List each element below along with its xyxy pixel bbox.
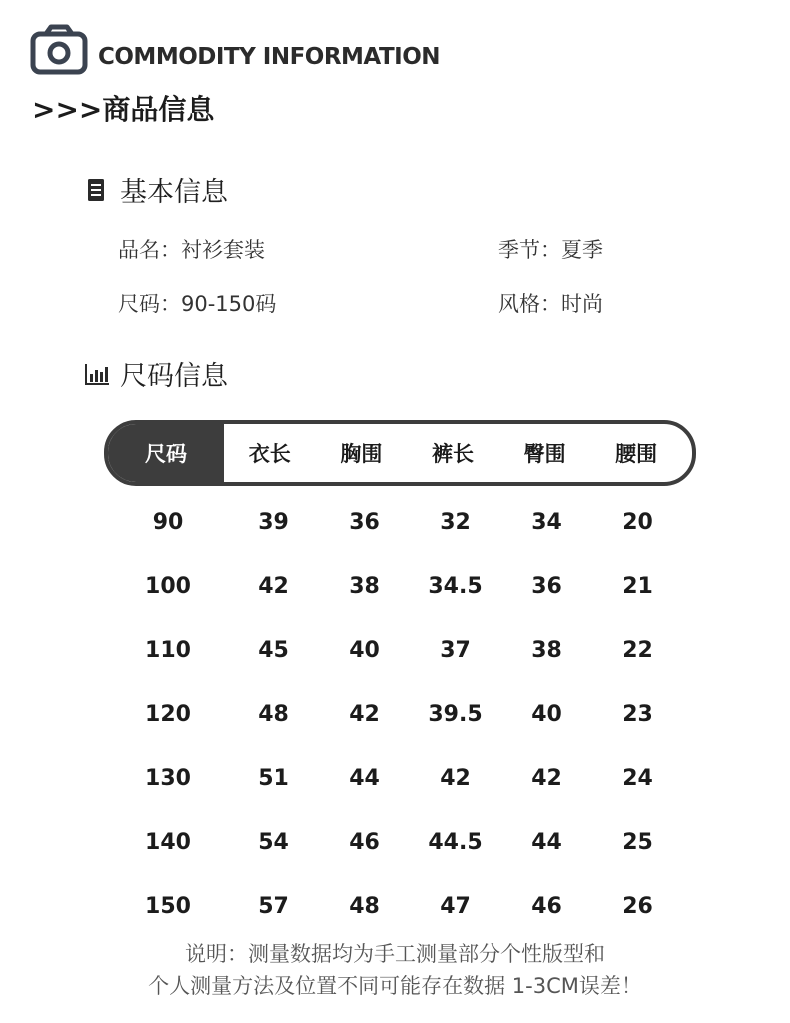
table-cell: 90: [152, 509, 184, 535]
table-cell: 38: [531, 637, 562, 663]
table-cell: 44.5: [428, 829, 483, 855]
table-cell: 39.5: [428, 701, 483, 727]
table-cell: 42: [349, 701, 380, 727]
basic-info-title: 基本信息: [120, 177, 228, 208]
table-row: [108, 554, 688, 618]
table-cell: 45: [258, 637, 289, 663]
column-header-chest: 胸围: [340, 442, 383, 466]
bar-chart-icon: [84, 362, 110, 386]
product-name-field: [118, 234, 265, 264]
column-header-size: 尺码: [108, 424, 224, 482]
table-row: [108, 490, 688, 554]
table-cell: 40: [349, 637, 380, 663]
table-cell: 23: [622, 701, 653, 727]
size-table-body: [108, 490, 688, 938]
table-cell: 46: [349, 829, 380, 855]
size-range-label: 尺码：: [118, 292, 181, 316]
table-cell: 25: [622, 829, 653, 855]
product-name-value: 衬衫套装: [181, 238, 265, 262]
page-title: >>>商品信息: [32, 93, 215, 126]
table-cell: 54: [258, 829, 289, 855]
table-cell: 24: [622, 765, 653, 791]
column-header-length: 衣长: [248, 442, 291, 466]
table-cell: 22: [622, 637, 653, 663]
size-range-value: 90-150码: [181, 292, 277, 316]
table-cell: 130: [145, 765, 191, 791]
table-cell: 37: [440, 637, 471, 663]
camera-icon: [30, 24, 88, 76]
table-cell: 44: [531, 829, 562, 855]
table-cell: 48: [258, 701, 289, 727]
column-header-waist: 腰围: [615, 442, 658, 466]
season-value: 夏季: [561, 238, 603, 262]
size-info-heading: [84, 354, 228, 393]
style-label: 风格：: [498, 292, 561, 316]
document-icon: [84, 178, 110, 202]
season-field: [498, 234, 603, 264]
table-cell: 39: [258, 509, 289, 535]
table-row: [108, 682, 688, 746]
measurement-note-line-2: 个人测量方法及位置不同可能存在数据 1-3CM误差！: [148, 974, 642, 998]
column-header-pants-length: 裤长: [431, 442, 474, 466]
table-cell: 51: [258, 765, 289, 791]
table-row: [108, 746, 688, 810]
table-cell: 48: [349, 893, 380, 919]
table-cell: 20: [622, 509, 653, 535]
table-cell: 44: [349, 765, 380, 791]
table-cell: 36: [531, 573, 562, 599]
table-cell: 42: [440, 765, 471, 791]
table-row: [108, 618, 688, 682]
table-cell: 57: [258, 893, 289, 919]
table-cell: 42: [531, 765, 562, 791]
table-cell: 42: [258, 573, 289, 599]
table-cell: 36: [349, 509, 380, 535]
table-row: [108, 874, 688, 938]
season-label: 季节：: [498, 238, 561, 262]
table-cell: 120: [145, 701, 191, 727]
table-row: [108, 810, 688, 874]
table-cell: 40: [531, 701, 562, 727]
column-header-hip: 臀围: [523, 442, 566, 466]
table-cell: 100: [145, 573, 191, 599]
table-cell: 21: [622, 573, 653, 599]
title-english: COMMODITY INFORMATION: [98, 44, 440, 70]
table-cell: 26: [622, 893, 653, 919]
table-cell: 34: [531, 509, 562, 535]
basic-info-heading: [84, 170, 228, 209]
table-cell: 150: [145, 893, 191, 919]
table-cell: 140: [145, 829, 191, 855]
table-cell: 32: [440, 509, 471, 535]
table-cell: 110: [145, 637, 191, 663]
size-info-title: 尺码信息: [120, 361, 228, 392]
table-cell: 34.5: [428, 573, 483, 599]
table-cell: 46: [531, 893, 562, 919]
table-cell: 38: [349, 573, 380, 599]
style-value: 时尚: [561, 292, 603, 316]
size-table-header: [104, 420, 696, 486]
measurement-note-line-1: 说明：测量数据均为手工测量部分个性版型和: [185, 942, 605, 966]
product-name-label: 品名：: [118, 238, 181, 262]
size-range-field: [118, 288, 276, 318]
table-cell: 47: [440, 893, 471, 919]
style-field: [498, 288, 603, 318]
